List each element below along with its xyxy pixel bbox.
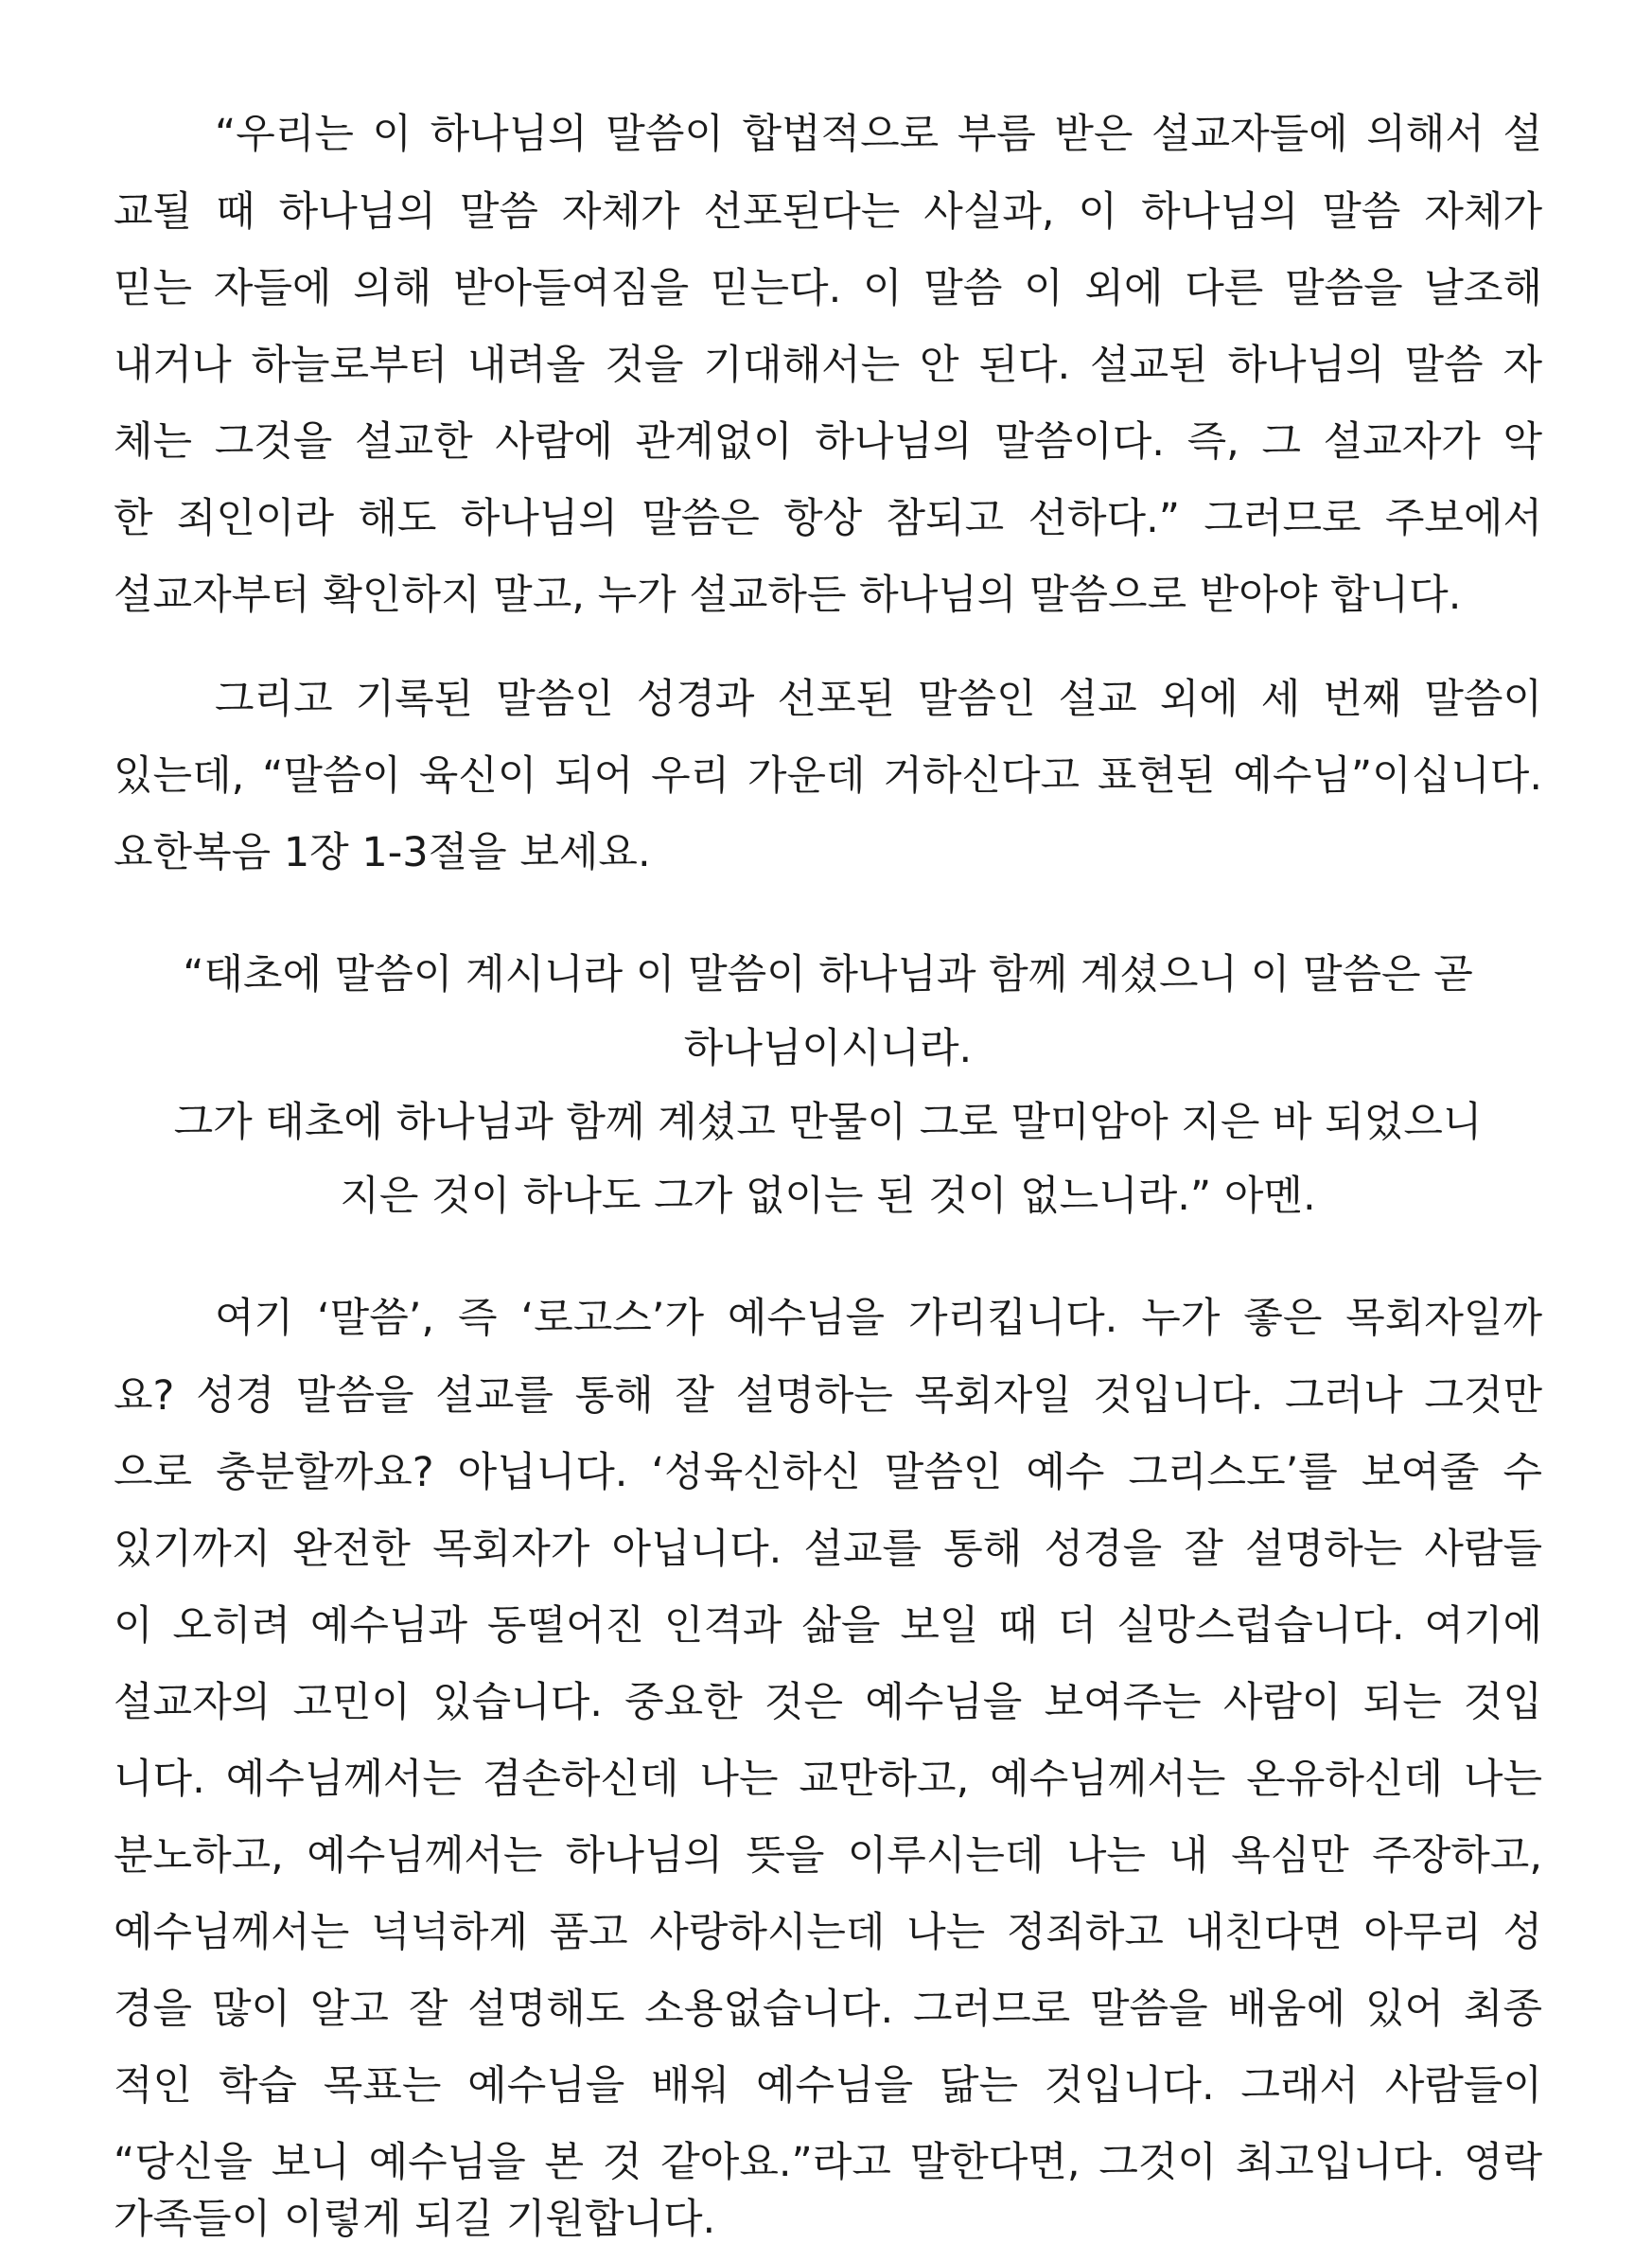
text-line: 이 오히려 예수님과 동떨어진 인격과 삶을 보일 때 더 실망스럽습니다. 여기에 bbox=[114, 1602, 1542, 1650]
text-line: 있기까지 완전한 목회자가 아닙니다. 설교를 통해 성경을 잘 설명하는 사람들 bbox=[114, 1526, 1542, 1573]
quote-line: “태초에 말씀이 계시니라 이 말씀이 하나님과 함께 계셨으니 이 말씀은 곧 bbox=[183, 951, 1473, 998]
text-line: 믿는 자들에 의해 받아들여짐을 믿는다. 이 말씀 이 외에 다른 말씀을 날조해 bbox=[114, 265, 1542, 312]
text-line: “당신을 보니 예수님을 본 것 같아요.”라고 말한다면, 그것이 최고입니다. 영락 bbox=[114, 2139, 1542, 2186]
text-line: 교될 때 하나님의 말씀 자체가 선포된다는 사실과, 이 하나님의 말씀 자체가 bbox=[114, 188, 1542, 236]
quote-line: 하나님이시니라. bbox=[683, 1025, 973, 1072]
text-line: 그리고 기록된 말씀인 성경과 선포된 말씀인 설교 외에 세 번째 말씀이 bbox=[215, 676, 1542, 723]
text-line: 요한복음 1장 1-3절을 보세요. bbox=[114, 829, 651, 876]
text-line: 적인 학습 목표는 예수님을 배워 예수님을 닮는 것입니다. 그래서 사람들이 bbox=[114, 2062, 1542, 2110]
text-line: 니다. 예수님께서는 겸손하신데 나는 교만하고, 예수님께서는 온유하신데 나는 bbox=[114, 1756, 1542, 1803]
text-line: 여기 ‘말씀’, 즉 ‘로고스’가 예수님을 가리킵니다. 누가 좋은 목회자일까 bbox=[215, 1295, 1542, 1342]
text-line: 설교자의 고민이 있습니다. 중요한 것은 예수님을 보여주는 사람이 되는 것입 bbox=[114, 1679, 1542, 1726]
text-line: “우리는 이 하나님의 말씀이 합법적으로 부름 받은 설교자들에 의해서 설 bbox=[215, 111, 1542, 158]
text-line: 체는 그것을 설교한 사람에 관계없이 하나님의 말씀이다. 즉, 그 설교자가 악 bbox=[114, 418, 1542, 466]
text-line: 경을 많이 알고 잘 설명해도 소용없습니다. 그러므로 말씀을 배움에 있어 최종 bbox=[114, 1986, 1542, 2033]
text-line: 있는데, “말씀이 육신이 되어 우리 가운데 거하신다고 표현된 예수님”이십니다. bbox=[114, 752, 1542, 800]
text-line: 으로 충분할까요? 아닙니다. ‘성육신하신 말씀인 예수 그리스도’를 보여줄 수 bbox=[114, 1449, 1542, 1496]
quote-line: 지은 것이 하나도 그가 없이는 된 것이 없느니라.” 아멘. bbox=[340, 1173, 1316, 1220]
text-line: 설교자부터 확인하지 말고, 누가 설교하든 하나님의 말씀으로 받아야 합니다. bbox=[114, 572, 1462, 619]
text-line: 예수님께서는 넉넉하게 품고 사랑하시는데 나는 정죄하고 내친다면 아무리 성 bbox=[114, 1909, 1542, 1956]
text-line: 요? 성경 말씀을 설교를 통해 잘 설명하는 목회자일 것입니다. 그러나 그것만 bbox=[114, 1372, 1542, 1420]
quote-line: 그가 태초에 하나님과 함께 계셨고 만물이 그로 말미암아 지은 바 되었으니 bbox=[173, 1099, 1483, 1146]
text-line: 가족들이 이렇게 되길 기원합니다. bbox=[114, 2196, 716, 2243]
text-line: 분노하고, 예수님께서는 하나님의 뜻을 이루시는데 나는 내 욕심만 주장하고, bbox=[114, 1832, 1542, 1880]
text-line: 내거나 하늘로부터 내려올 것을 기대해서는 안 된다. 설교된 하나님의 말씀 자 bbox=[114, 342, 1542, 389]
text-line: 한 죄인이라 해도 하나님의 말씀은 항상 참되고 선하다.” 그러므로 주보에서 bbox=[114, 495, 1542, 542]
